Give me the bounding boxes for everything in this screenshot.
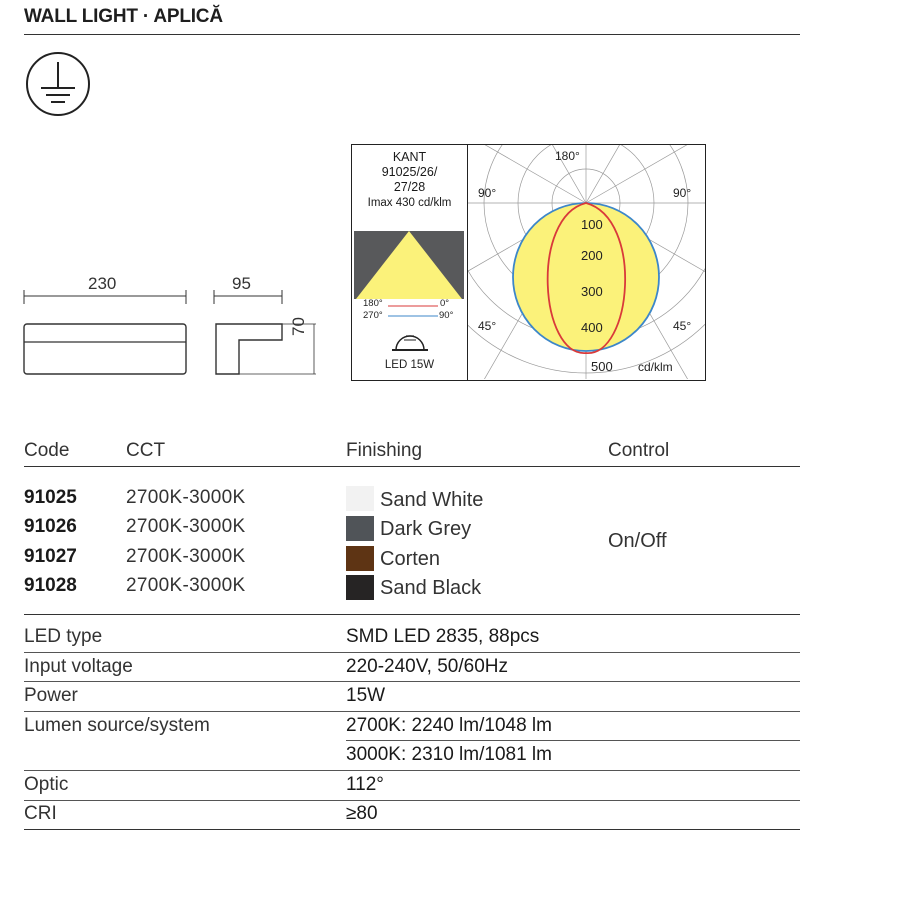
spec-label-power: Power — [24, 685, 78, 706]
spec-divider — [24, 652, 800, 653]
cct-91026: 2700K-3000K — [126, 516, 246, 537]
finish-sand-white: Sand White — [380, 489, 484, 511]
column-header-code: Code — [24, 440, 70, 461]
code-91028: 91028 — [24, 575, 77, 596]
spec-divider — [24, 770, 800, 771]
spec-divider — [24, 711, 800, 712]
cct-91028: 2700K-3000K — [126, 575, 246, 596]
code-91026: 91026 — [24, 516, 77, 537]
swatch-sand-black — [346, 575, 374, 600]
photometric-info — [352, 145, 468, 380]
column-header-control: Control — [608, 440, 670, 461]
spec-bottom-divider — [24, 829, 800, 830]
ring-label-300: 300 — [581, 284, 603, 299]
spec-label-input-voltage: Input voltage — [24, 656, 133, 677]
model-codes-line1: 91025/26/ — [381, 165, 438, 179]
legend-90: 90° — [439, 310, 454, 321]
ring-label-500: 500 — [591, 359, 613, 374]
ring-label-100: 100 — [581, 217, 603, 232]
legend-180: 180° — [363, 298, 383, 309]
beam-graphic — [354, 231, 464, 299]
legend-lines — [388, 304, 440, 318]
angle-left-90: 90° — [478, 186, 497, 200]
angle-right-45: 45° — [673, 319, 692, 333]
title-divider — [24, 34, 800, 35]
model-name: KANT — [392, 150, 427, 164]
photometric-panel — [351, 144, 706, 381]
finish-dark-grey: Dark Grey — [380, 518, 472, 540]
spec-value-power: 15W — [346, 685, 386, 706]
ring-label-200: 200 — [581, 248, 603, 263]
header-divider — [24, 466, 800, 467]
polar-diagram — [468, 145, 705, 379]
led-power-label: LED 15W — [384, 359, 435, 371]
spec-label-cri: CRI — [24, 803, 57, 824]
ring-label-400: 400 — [581, 320, 603, 335]
earth-ground-icon — [24, 50, 92, 118]
unit-label: cd/klm — [638, 360, 673, 374]
table-divider — [24, 614, 800, 615]
angle-left-45: 45° — [478, 319, 497, 333]
spec-label-led-type: LED type — [24, 626, 103, 647]
finish-sand-black: Sand Black — [380, 577, 482, 599]
code-91027: 91027 — [24, 546, 77, 567]
spec-divider — [24, 681, 800, 682]
finish-corten: Corten — [380, 548, 441, 570]
spec-label-lumen: Lumen source/system — [24, 715, 210, 736]
swatch-dark-grey — [346, 516, 374, 541]
height-dimension: 70 — [289, 317, 308, 336]
angle-right-90: 90° — [673, 186, 692, 200]
control-value: On/Off — [608, 530, 667, 552]
angle-top: 180° — [555, 149, 580, 163]
depth-dimension: 95 — [232, 274, 251, 293]
spec-value-input-voltage: 220-240V, 50/60Hz — [346, 656, 508, 677]
swatch-sand-white — [346, 486, 374, 511]
front-view-drawing — [20, 290, 190, 380]
width-dimension: 230 — [88, 274, 117, 293]
spec-value-cri: ≥80 — [346, 803, 378, 824]
cct-91027: 2700K-3000K — [126, 546, 246, 567]
lumen-subdivider — [346, 740, 800, 741]
legend-0: 0° — [440, 298, 450, 309]
page-title: WALL LIGHT · APLICĂ — [24, 6, 223, 27]
dome-lamp-icon — [390, 328, 430, 356]
spec-divider — [24, 800, 800, 801]
imax-label: Imax 430 cd/klm — [367, 197, 452, 209]
legend-270: 270° — [363, 310, 383, 321]
cct-91025: 2700K-3000K — [126, 487, 246, 508]
model-codes-line2: 27/28 — [393, 180, 426, 194]
column-header-cct: CCT — [126, 440, 166, 461]
spec-value-lumen-3000k: 3000K: 2310 lm/1081 lm — [346, 744, 552, 765]
spec-label-optic: Optic — [24, 774, 69, 795]
column-header-finishing: Finishing — [346, 440, 423, 461]
spec-value-led-type: SMD LED 2835, 88pcs — [346, 626, 540, 647]
code-91025: 91025 — [24, 487, 77, 508]
spec-value-lumen-2700k: 2700K: 2240 lm/1048 lm — [346, 715, 552, 736]
spec-value-optic: 112° — [346, 774, 384, 795]
swatch-corten — [346, 546, 374, 571]
